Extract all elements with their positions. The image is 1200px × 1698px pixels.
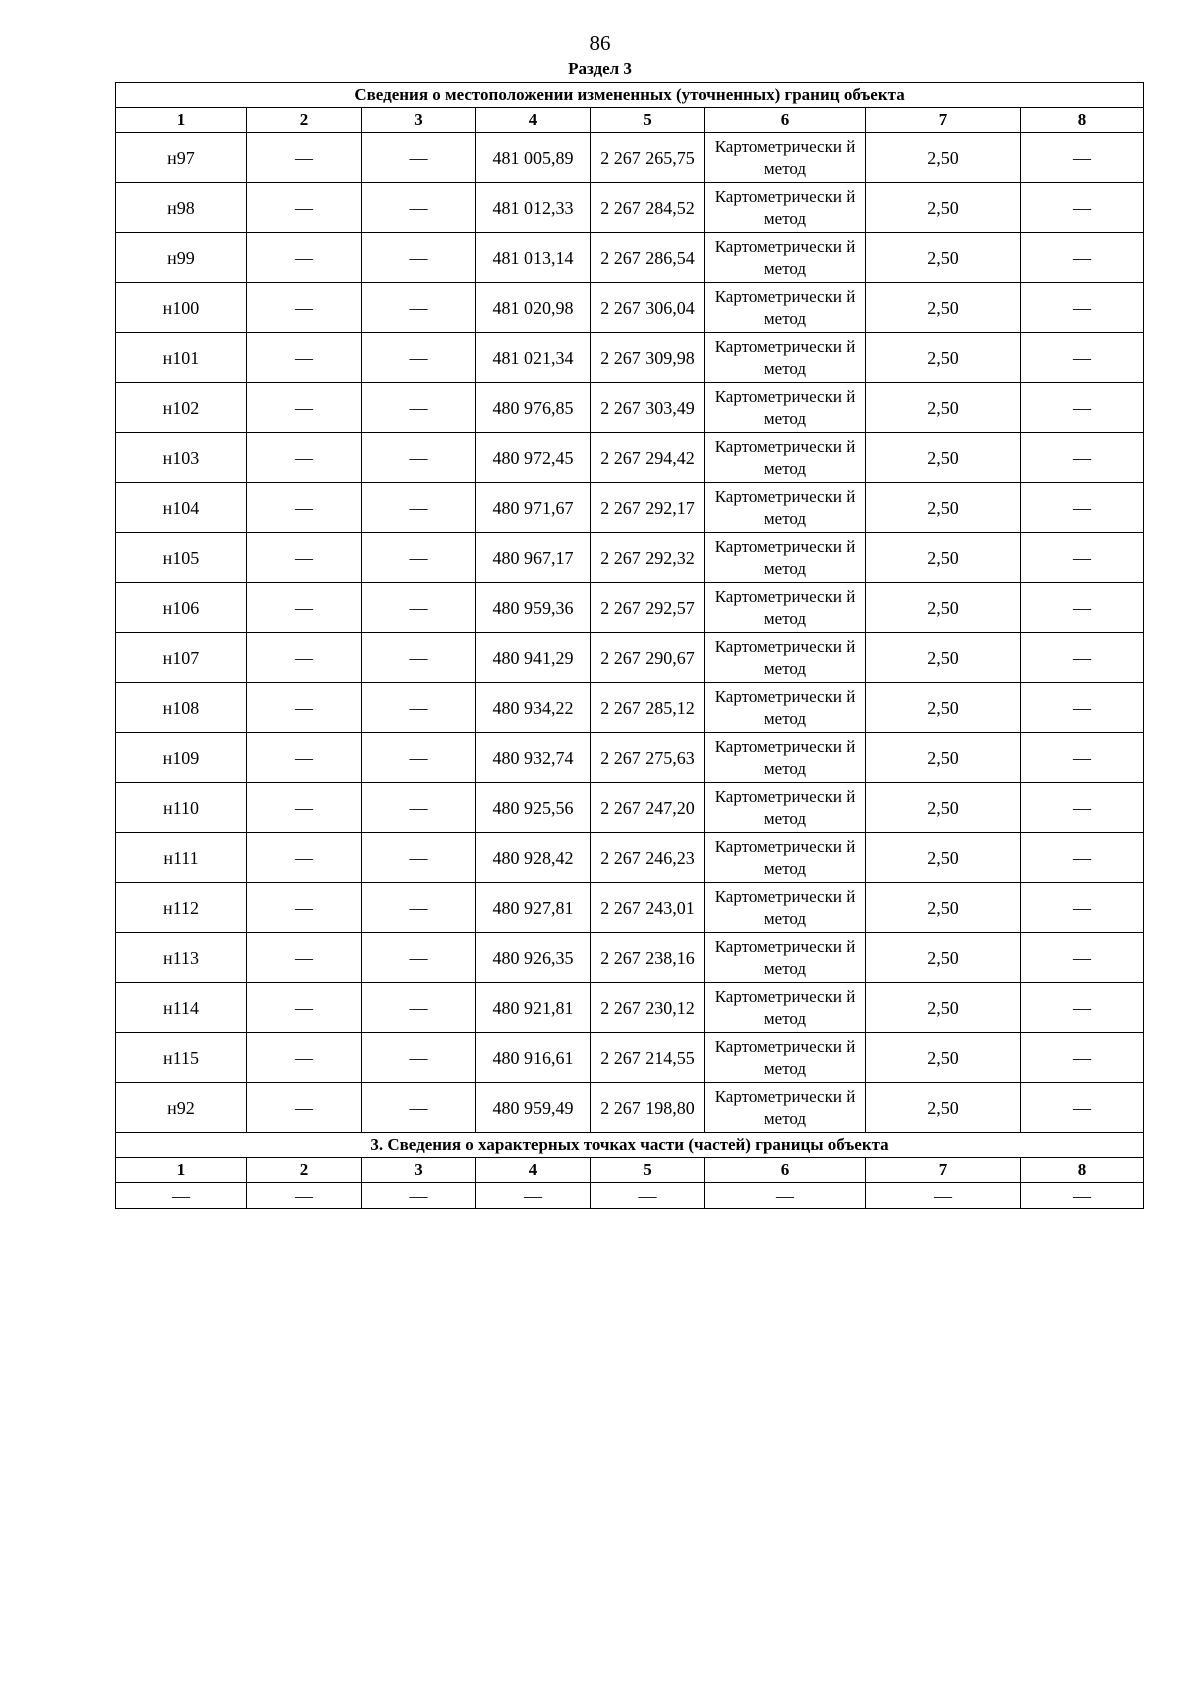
cell-coord-x: 480 932,74	[476, 733, 591, 783]
cell-col-3: —	[362, 483, 476, 533]
table-row	[116, 1083, 1144, 1133]
table-row	[116, 683, 1144, 733]
cell-coord-x: 481 012,33	[476, 183, 591, 233]
cell-method: Картометрически й метод	[705, 683, 866, 733]
cell-point-name: н108	[116, 683, 247, 733]
cell-point-name: н98	[116, 183, 247, 233]
cell-coord-x: 480 967,17	[476, 533, 591, 583]
cell-accuracy: 2,50	[866, 733, 1021, 783]
cell-method: Картометрически й метод	[705, 583, 866, 633]
cell-col-2: —	[247, 933, 362, 983]
column-numbers-row	[116, 108, 1144, 133]
cell-coord-x: 480 934,22	[476, 683, 591, 733]
table-row	[116, 133, 1144, 183]
cell-col-8: —	[1021, 333, 1144, 383]
cell-method: Картометрически й метод	[705, 733, 866, 783]
cell-point-name: —	[116, 1183, 247, 1209]
cell-accuracy: 2,50	[866, 233, 1021, 283]
cell-col-3: —	[362, 1033, 476, 1083]
cell-method: Картометрически й метод	[705, 633, 866, 683]
table-row	[116, 333, 1144, 383]
column-number: 8	[1021, 1158, 1144, 1183]
table-row	[116, 433, 1144, 483]
table1-title-row	[116, 83, 1144, 108]
table-row	[116, 283, 1144, 333]
cell-col-8: —	[1021, 583, 1144, 633]
section-title: Раздел 3	[568, 59, 632, 78]
cell-col-2: —	[247, 633, 362, 683]
cell-col-3: —	[362, 1183, 476, 1209]
cell-method: Картометрически й метод	[705, 833, 866, 883]
cell-col-3: —	[362, 633, 476, 683]
table-row	[116, 1033, 1144, 1083]
cell-col-3: —	[362, 933, 476, 983]
cell-col-2: —	[247, 983, 362, 1033]
cell-coord-y: 2 267 292,57	[591, 583, 705, 633]
cell-coord-y: 2 267 292,32	[591, 533, 705, 583]
table-row	[116, 983, 1144, 1033]
cell-col-8: —	[1021, 1033, 1144, 1083]
cell-coord-y: 2 267 265,75	[591, 133, 705, 183]
cell-col-8: —	[1021, 483, 1144, 533]
cell-col-8: —	[1021, 933, 1144, 983]
cell-point-name: н102	[116, 383, 247, 433]
cell-method: Картометрически й метод	[705, 283, 866, 333]
column-numbers-row	[116, 1158, 1144, 1183]
cell-method: Картометрически й метод	[705, 883, 866, 933]
cell-point-name: н100	[116, 283, 247, 333]
cell-point-name: н114	[116, 983, 247, 1033]
cell-accuracy: 2,50	[866, 483, 1021, 533]
cell-col-8: —	[1021, 233, 1144, 283]
cell-col-3: —	[362, 583, 476, 633]
cell-col-8: —	[1021, 433, 1144, 483]
column-number: 8	[1021, 108, 1144, 133]
cell-coord-y: 2 267 285,12	[591, 683, 705, 733]
cell-method: Картометрически й метод	[705, 1033, 866, 1083]
cell-point-name: н107	[116, 633, 247, 683]
table-row	[116, 533, 1144, 583]
column-number: 2	[247, 108, 362, 133]
cell-col-3: —	[362, 533, 476, 583]
cell-point-name: н105	[116, 533, 247, 583]
cell-coord-y: 2 267 198,80	[591, 1083, 705, 1133]
cell-point-name: н109	[116, 733, 247, 783]
cell-accuracy: 2,50	[866, 133, 1021, 183]
cell-col-2: —	[247, 383, 362, 433]
cell-col-3: —	[362, 333, 476, 383]
cell-col-3: —	[362, 133, 476, 183]
cell-coord-y: 2 267 306,04	[591, 283, 705, 333]
cell-point-name: н115	[116, 1033, 247, 1083]
cell-col-2: —	[247, 683, 362, 733]
table-row	[116, 183, 1144, 233]
cell-coord-x: 480 959,36	[476, 583, 591, 633]
cell-coord-x: 480 928,42	[476, 833, 591, 883]
cell-coord-x: 480 926,35	[476, 933, 591, 983]
column-number: 1	[116, 108, 247, 133]
cell-coord-x: —	[476, 1183, 591, 1209]
cell-col-2: —	[247, 833, 362, 883]
cell-point-name: н110	[116, 783, 247, 833]
cell-point-name: н99	[116, 233, 247, 283]
cell-accuracy: 2,50	[866, 1083, 1021, 1133]
table-row	[116, 233, 1144, 283]
cell-coord-y: 2 267 246,23	[591, 833, 705, 883]
cell-method: Картометрически й метод	[705, 983, 866, 1033]
cell-coord-y: 2 267 286,54	[591, 233, 705, 283]
table-row	[116, 933, 1144, 983]
cell-col-2: —	[247, 883, 362, 933]
table-row	[116, 383, 1144, 433]
cell-col-2: —	[247, 133, 362, 183]
cell-coord-y: 2 267 230,12	[591, 983, 705, 1033]
cell-coord-y: 2 267 303,49	[591, 383, 705, 433]
table-title: Сведения о местоположении измененных (уточненных) границ объекта	[116, 83, 1144, 108]
cell-method: Картометрически й метод	[705, 933, 866, 983]
table-row	[116, 583, 1144, 633]
cell-point-name: н111	[116, 833, 247, 883]
cell-point-name: н104	[116, 483, 247, 533]
cell-method: Картометрически й метод	[705, 483, 866, 533]
cell-accuracy: 2,50	[866, 583, 1021, 633]
cell-col-2: —	[247, 733, 362, 783]
cell-col-8: —	[1021, 683, 1144, 733]
cell-coord-x: 480 921,81	[476, 983, 591, 1033]
cell-coord-x: 481 013,14	[476, 233, 591, 283]
cell-accuracy: 2,50	[866, 283, 1021, 333]
cell-col-2: —	[247, 233, 362, 283]
cell-point-name: н113	[116, 933, 247, 983]
cell-point-name: н97	[116, 133, 247, 183]
cell-accuracy: 2,50	[866, 933, 1021, 983]
column-number: 5	[591, 1158, 705, 1183]
cell-col-2: —	[247, 783, 362, 833]
cell-accuracy: 2,50	[866, 883, 1021, 933]
table-row	[116, 833, 1144, 883]
cell-col-8: —	[1021, 883, 1144, 933]
cell-col-3: —	[362, 983, 476, 1033]
cell-coord-x: 480 976,85	[476, 383, 591, 433]
cell-coord-y: 2 267 247,20	[591, 783, 705, 833]
column-number: 2	[247, 1158, 362, 1183]
cell-accuracy: 2,50	[866, 433, 1021, 483]
cell-col-3: —	[362, 433, 476, 483]
cell-accuracy: 2,50	[866, 533, 1021, 583]
column-number: 4	[476, 108, 591, 133]
cell-coord-x: 481 020,98	[476, 283, 591, 333]
cell-coord-x: 480 925,56	[476, 783, 591, 833]
cell-col-3: —	[362, 1083, 476, 1133]
table-row	[116, 783, 1144, 833]
cell-col-8: —	[1021, 283, 1144, 333]
cell-col-3: —	[362, 833, 476, 883]
cell-point-name: н106	[116, 583, 247, 633]
cell-col-3: —	[362, 233, 476, 283]
cell-method: Картометрически й метод	[705, 233, 866, 283]
cell-accuracy: 2,50	[866, 183, 1021, 233]
table-row	[116, 733, 1144, 783]
column-number: 3	[362, 1158, 476, 1183]
cell-col-8: —	[1021, 733, 1144, 783]
cell-coord-y: 2 267 292,17	[591, 483, 705, 533]
cell-coord-x: 480 941,29	[476, 633, 591, 683]
cell-method: Картометрически й метод	[705, 333, 866, 383]
cell-col-2: —	[247, 483, 362, 533]
cell-coord-y: 2 267 294,42	[591, 433, 705, 483]
cell-col-2: —	[247, 1083, 362, 1133]
cell-method: Картометрически й метод	[705, 433, 866, 483]
column-number: 6	[705, 108, 866, 133]
cell-point-name: н101	[116, 333, 247, 383]
cell-col-8: —	[1021, 183, 1144, 233]
cell-coord-y: 2 267 284,52	[591, 183, 705, 233]
cell-coord-y: 2 267 309,98	[591, 333, 705, 383]
cell-col-2: —	[247, 433, 362, 483]
cell-coord-x: 480 916,61	[476, 1033, 591, 1083]
cell-col-3: —	[362, 733, 476, 783]
column-number: 4	[476, 1158, 591, 1183]
column-number: 7	[866, 1158, 1021, 1183]
cell-col-3: —	[362, 883, 476, 933]
cell-col-2: —	[247, 583, 362, 633]
cell-coord-y: 2 267 290,67	[591, 633, 705, 683]
cell-coord-x: 480 971,67	[476, 483, 591, 533]
cell-coord-x: 480 959,49	[476, 1083, 591, 1133]
cell-col-2: —	[247, 533, 362, 583]
cell-coord-y: 2 267 243,01	[591, 883, 705, 933]
cell-col-2: —	[247, 183, 362, 233]
cell-accuracy: 2,50	[866, 833, 1021, 883]
cell-method: Картометрически й метод	[705, 1083, 866, 1133]
cell-point-name: н103	[116, 433, 247, 483]
cell-col-8: —	[1021, 1083, 1144, 1133]
table-title: 3. Сведения о характерных точках части (частей) границы объекта	[116, 1133, 1144, 1158]
coordinates-table	[115, 82, 1144, 1209]
cell-col-8: —	[1021, 1183, 1144, 1209]
cell-method: Картометрически й метод	[705, 383, 866, 433]
cell-col-3: —	[362, 183, 476, 233]
cell-col-8: —	[1021, 533, 1144, 583]
table-row	[116, 633, 1144, 683]
cell-coord-x: 480 972,45	[476, 433, 591, 483]
cell-col-3: —	[362, 283, 476, 333]
cell-accuracy: 2,50	[866, 983, 1021, 1033]
cell-col-2: —	[247, 1183, 362, 1209]
cell-accuracy: 2,50	[866, 383, 1021, 433]
page-number: 86	[589, 31, 611, 55]
table2-title-row	[116, 1133, 1144, 1158]
cell-accuracy: 2,50	[866, 633, 1021, 683]
table-row	[116, 883, 1144, 933]
cell-col-8: —	[1021, 383, 1144, 433]
cell-coord-x: 481 005,89	[476, 133, 591, 183]
cell-point-name: н112	[116, 883, 247, 933]
cell-accuracy: —	[866, 1183, 1021, 1209]
cell-accuracy: 2,50	[866, 783, 1021, 833]
cell-col-8: —	[1021, 133, 1144, 183]
cell-method: Картометрически й метод	[705, 533, 866, 583]
cell-coord-y: 2 267 238,16	[591, 933, 705, 983]
cell-method: Картометрически й метод	[705, 183, 866, 233]
cell-accuracy: 2,50	[866, 683, 1021, 733]
cell-coord-x: 480 927,81	[476, 883, 591, 933]
cell-accuracy: 2,50	[866, 333, 1021, 383]
cell-col-3: —	[362, 783, 476, 833]
column-number: 6	[705, 1158, 866, 1183]
cell-method: Картометрически й метод	[705, 133, 866, 183]
cell-point-name: н92	[116, 1083, 247, 1133]
cell-coord-x: 481 021,34	[476, 333, 591, 383]
column-number: 7	[866, 108, 1021, 133]
cell-col-8: —	[1021, 783, 1144, 833]
column-number: 5	[591, 108, 705, 133]
cell-method: Картометрически й метод	[705, 783, 866, 833]
cell-coord-y: 2 267 275,63	[591, 733, 705, 783]
table-row	[116, 1183, 1144, 1209]
table-row	[116, 483, 1144, 533]
cell-col-8: —	[1021, 633, 1144, 683]
cell-accuracy: 2,50	[866, 1033, 1021, 1083]
cell-col-3: —	[362, 683, 476, 733]
cell-col-2: —	[247, 283, 362, 333]
cell-col-2: —	[247, 333, 362, 383]
cell-method: —	[705, 1183, 866, 1209]
cell-coord-y: 2 267 214,55	[591, 1033, 705, 1083]
cell-coord-y: —	[591, 1183, 705, 1209]
cell-col-8: —	[1021, 833, 1144, 883]
column-number: 1	[116, 1158, 247, 1183]
cell-col-8: —	[1021, 983, 1144, 1033]
cell-col-2: —	[247, 1033, 362, 1083]
cell-col-3: —	[362, 383, 476, 433]
column-number: 3	[362, 108, 476, 133]
